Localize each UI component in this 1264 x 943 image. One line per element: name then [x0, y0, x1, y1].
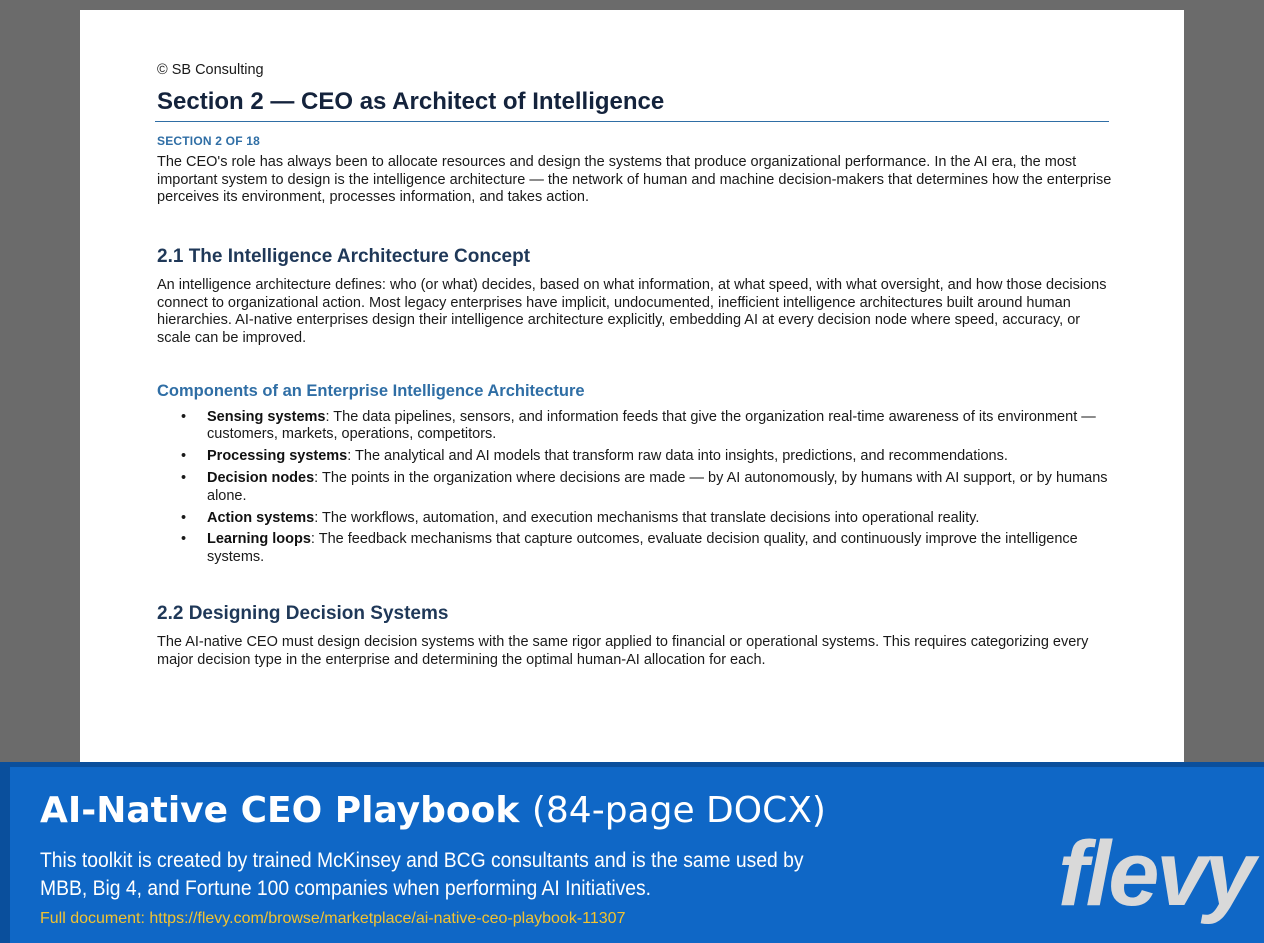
list-item-text: : The points in the organization where decisions are made — by AI autonomously, by humans with AI support, or by humans alone.	[207, 470, 1108, 504]
components-list	[157, 409, 1117, 571]
full-document-link[interactable]: Full document: https://flevy.com/browse/marketplace/ai-native-ceo-playbook-11307	[40, 910, 626, 927]
bullet-icon: •	[181, 448, 187, 465]
components-heading: Components of an Enterprise Intelligence Architecture	[157, 382, 585, 400]
title-divider	[155, 121, 1109, 122]
copyright-text: © SB Consulting	[157, 62, 264, 78]
intro-paragraph: The CEO's role has always been to allocate resources and design the systems that produce organizational performance. In the AI era, the most important system to design is the intelligence architecture — the network of human and machine decision-makers that determines how the enterprise perceives its environment, processes information, and takes action.	[157, 154, 1112, 206]
section-2-2-heading: 2.2 Designing Decision Systems	[157, 603, 449, 624]
banner-left-border	[0, 762, 10, 943]
section-2-2-body: The AI-native CEO must design decision systems with the same rigor applied to financial or operational systems. This requires categorizing every major decision type in the enterprise and determining the optimal human-AI allocation for each.	[157, 634, 1089, 668]
banner-title-light: (84-page DOCX)	[531, 790, 826, 831]
list-item-term: Action systems	[207, 509, 315, 526]
flevy-logo: flevy	[1058, 823, 1253, 925]
list-item-term: Decision nodes	[207, 470, 315, 487]
banner-title-bold: AI-Native CEO Playbook	[40, 790, 520, 831]
list-item	[157, 510, 1117, 527]
bullet-icon: •	[181, 509, 187, 526]
list-item-term: Learning loops	[207, 531, 311, 548]
page-title: Section 2 — CEO as Architect of Intelligence	[157, 88, 665, 115]
list-item-text: : The data pipelines, sensors, and information feeds that give the organization real-time awareness of its environment — customers, markets, operations, competitors.	[207, 409, 1096, 443]
list-item-text: : The workflows, automation, and execution mechanisms that translate decisions into operational reality.	[314, 509, 980, 526]
list-item-term: Processing systems	[207, 448, 348, 465]
banner-top-border	[0, 762, 1264, 767]
list-item	[157, 448, 1117, 465]
list-item-text: : The analytical and AI models that transform raw data into insights, predictions, and recommendations.	[347, 448, 1008, 465]
section-counter: SECTION 2 OF 18	[157, 134, 261, 148]
list-item	[157, 470, 1117, 505]
list-item-text: : The feedback mechanisms that capture outcomes, evaluate decision quality, and continuously improve the intelligence systems.	[207, 531, 1078, 565]
banner-description: This toolkit is created by trained McKinsey and BCG consultants and is the same used by MBB, Big 4, and Fortune 100 companies when performing AI Initiatives.	[40, 849, 804, 900]
bullet-icon: •	[181, 409, 187, 425]
banner-title	[40, 790, 826, 831]
list-item-term: Sensing systems	[207, 409, 326, 425]
list-item	[157, 531, 1117, 566]
section-2-1-body: An intelligence architecture defines: who (or what) decides, based on what information, at what speed, with what oversight, and how those decisions connect to organizational action. Most legacy enterprises have implicit, undocumented, inefficient intelligence architectures built around human hierarchies. AI-native enterprises design their intelligence architecture explicitly, embedding AI at every decision node where speed, accuracy, or scale can be improved.	[157, 277, 1107, 346]
section-2-1-heading: 2.1 The Intelligence Architecture Concept	[157, 246, 531, 267]
list-item	[157, 409, 1117, 444]
document-page	[80, 10, 1184, 762]
promo-banner	[0, 762, 1264, 943]
bullet-icon: •	[181, 531, 187, 548]
bullet-icon: •	[181, 470, 187, 487]
